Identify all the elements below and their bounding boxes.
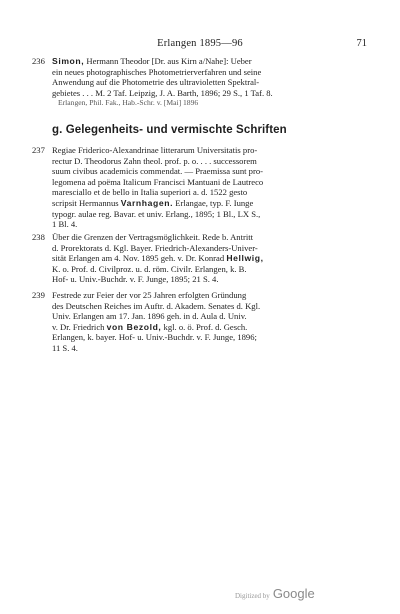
author-name: Varnhagen. bbox=[120, 197, 174, 208]
entry-text: sität Erlangen am 4. Nov. 1895 geh. v. Dr. Konrad bbox=[52, 253, 227, 264]
bibliography-entry-239 bbox=[32, 290, 368, 354]
entry-line bbox=[32, 56, 368, 67]
entry-line: Festrede zur Feier der vor 25 Jahren erfolgten Gründung bbox=[52, 290, 247, 300]
entry-line: legomena ad poëma Italicum Francisci Mantuani de Lautreco bbox=[52, 176, 264, 187]
entry-line: Über die Grenzen der Vertragsmöglichkeit. Rede b. Antritt bbox=[52, 232, 254, 242]
digitization-watermark bbox=[235, 586, 395, 601]
entry-line: suum civibus academicis commendat. — Praemissa sunt pro- bbox=[52, 166, 263, 177]
entry-text: kgl. o. ö. Prof. d. Gesch. bbox=[161, 321, 248, 332]
entry-line: des Deutschen Reiches im Auftr. d. Akadem. Senates d. Kgl. bbox=[52, 300, 261, 311]
bibliography-entry-237 bbox=[32, 145, 368, 230]
entry-line: 1 Bl. 4. bbox=[52, 219, 78, 230]
entry-line: K. o. Prof. d. Civilproz. u. d. röm. Civilr. Erlangen, k. B. bbox=[52, 263, 247, 274]
entry-line bbox=[32, 253, 368, 264]
entry-line: Erlangen, k. bayer. Hof- u. Univ.-Buchdr. v. F. Junge, 1896; bbox=[52, 332, 257, 343]
author-name: von Bezold, bbox=[106, 321, 162, 332]
bibliography-entry-238 bbox=[32, 232, 368, 285]
entry-text: Hermann Theodor [Dr. aus Kirn a/Nahe]: Ueber bbox=[84, 56, 252, 66]
page-number: 71 bbox=[356, 38, 367, 49]
google-logo: Google bbox=[272, 586, 315, 601]
entry-line bbox=[32, 198, 368, 209]
entry-line: Univ. Erlangen am 17. Jan. 1896 geh. in d. Aula d. Univ. bbox=[52, 311, 247, 322]
entry-line bbox=[32, 322, 368, 333]
entry-line: ein neues photographisches Photometrierverfahren und seine bbox=[52, 66, 262, 77]
entry-line: maresciallo et de bello in Italia superiori a. d. 1522 gesto bbox=[52, 187, 248, 198]
entry-line: gebietes . . . M. 2 Taf. Leipzig, J. A. Barth, 1896; 29 S., 1 Taf. 8. bbox=[52, 87, 273, 98]
entry-text: v. Dr. Friedrich bbox=[52, 321, 107, 332]
entry-line: Anwendung auf die Photometrie des ultravioletten Spektral- bbox=[52, 77, 260, 88]
bibliography-entry-236 bbox=[32, 56, 368, 109]
entry-line: rectur D. Theodorus Zahn theol. prof. p. o. . . . successorem bbox=[52, 155, 257, 166]
entry-number: 236 bbox=[32, 56, 45, 66]
running-header-title: Erlangen 1895—96 bbox=[157, 38, 243, 49]
entry-line: 11 S. 4. bbox=[52, 342, 78, 353]
entry-line: d. Prorektorats d. Kgl. Bayer. Friedrich-Alexanders-Univer- bbox=[52, 242, 258, 253]
entry-note: Erlangen, Phil. Fak., Hab.-Schr. v. [Mai] 1896 bbox=[58, 98, 199, 108]
entry-number: 239 bbox=[32, 290, 45, 300]
entry-line: typogr. aulae reg. Bavar. et univ. Erlang., 1895; 1 Bl., LX S., bbox=[52, 208, 261, 219]
section-heading: g. Gelegenheits- und vermischte Schriften bbox=[52, 124, 287, 136]
entry-number: 238 bbox=[32, 232, 45, 242]
watermark-prefix: Digitized by bbox=[235, 592, 270, 600]
entry-text: scripsit Hermannus bbox=[52, 197, 121, 208]
entry-line: Hof- u. Univ.-Buchdr. v. F. Junge, 1895; 21 S. 4. bbox=[52, 274, 219, 285]
entry-line: Regiae Friderico-Alexandrinae litterarum Universitatis pro- bbox=[52, 145, 258, 155]
author-name: Hellwig, bbox=[226, 253, 264, 264]
entry-text: Erlangae, typ. F. Iunge bbox=[173, 197, 254, 208]
author-name: Simon, bbox=[52, 56, 85, 66]
entry-number: 237 bbox=[32, 145, 45, 155]
